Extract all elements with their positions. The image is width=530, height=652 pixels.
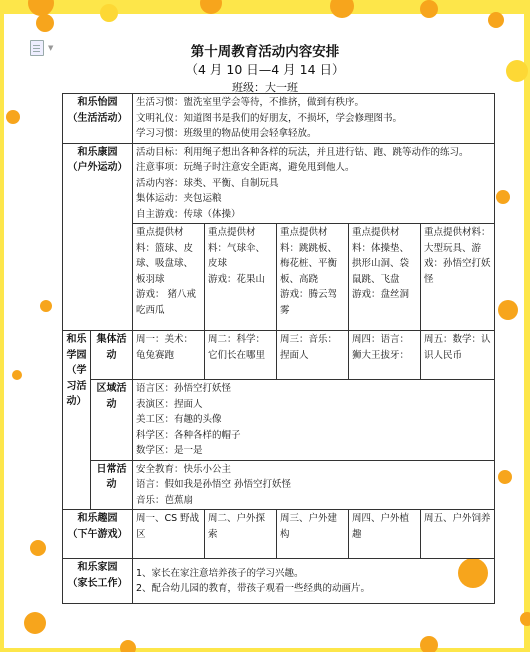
life-line: 文明礼仪：知道图书是我们的好朋友，不损坏，学会修理图书。 bbox=[136, 112, 403, 124]
learning-sub: （学习活动） bbox=[66, 365, 87, 407]
decor-dot bbox=[40, 300, 52, 312]
outdoor-sub: （户外运动） bbox=[67, 162, 128, 173]
row-outdoor bbox=[63, 143, 495, 224]
outdoor-content bbox=[133, 143, 495, 224]
outdoor-line: 活动内容：球类、平衡、自制玩具 bbox=[136, 177, 279, 189]
outdoor-day-materials: 重点提供材料：体操垫、拱形山洞、袋鼠跳、飞盘 bbox=[352, 227, 410, 285]
home-line: 2、配合幼儿园的教育，带孩子观看一些经典的动画片。 bbox=[136, 583, 371, 594]
frame-left-border bbox=[0, 0, 4, 652]
decor-dot bbox=[12, 370, 22, 380]
outdoor-day-game: 游戏：盘丝洞 bbox=[352, 289, 410, 300]
group-day-1: 周一：美术：龟兔赛跑 bbox=[133, 331, 205, 380]
decor-dot bbox=[488, 12, 504, 28]
row-learning-daily bbox=[63, 460, 495, 510]
decor-dot bbox=[498, 300, 518, 320]
decor-dot bbox=[36, 14, 54, 32]
daily-line: 语言：假如我是孙悟空 孙悟空打妖怪 bbox=[136, 479, 292, 490]
area-line: 数学区：是一是 bbox=[136, 445, 203, 456]
home-sub: （家长工作） bbox=[67, 577, 128, 589]
outdoor-line: 注意事项：玩绳子时注意安全距离，避免甩到他人。 bbox=[136, 162, 355, 173]
row-fun bbox=[63, 510, 495, 559]
learning-label: 和乐学园 bbox=[66, 334, 87, 361]
decor-dot bbox=[520, 612, 530, 626]
area-line: 语言区：孙悟空打妖怪 bbox=[136, 383, 232, 394]
fun-day-1: 周一、CS 野战区 bbox=[133, 510, 205, 559]
class-label: 班级：大一班 bbox=[232, 81, 298, 94]
outdoor-day-game: 游戏：腾云驾雾 bbox=[280, 289, 338, 316]
row-life bbox=[63, 94, 495, 144]
fun-day-2: 周二、户外探索 bbox=[205, 510, 277, 559]
decor-dot bbox=[100, 4, 118, 22]
daily-content bbox=[133, 460, 495, 510]
row-learning-area bbox=[63, 380, 495, 461]
decor-dot bbox=[120, 640, 136, 652]
outdoor-line: 活动目标：利用绳子想出各种各样的玩法，并且进行钻、跑、跳等动作的练习。 bbox=[136, 146, 469, 158]
home-line: 1、家长在家注意培养孩子的学习兴趣。 bbox=[136, 567, 304, 579]
daily-line: 安全教育：快乐小公主 bbox=[136, 463, 232, 475]
chevron-down-icon[interactable]: ▼ bbox=[48, 44, 54, 52]
decor-dot bbox=[330, 0, 354, 18]
decor-dot bbox=[6, 110, 20, 124]
fun-day-5: 周五、户外饲养 bbox=[421, 510, 495, 559]
outdoor-line: 自主游戏：传球（体操） bbox=[136, 208, 241, 220]
date-range: （4 月 10 日—4 月 14 日） bbox=[185, 62, 345, 77]
decor-dot bbox=[30, 540, 46, 556]
outdoor-day-game: 游戏： 猪八戒吃西瓜 bbox=[136, 289, 197, 316]
home-label: 和乐家园 bbox=[77, 562, 118, 573]
life-line: 生活习惯：盥洗室里学会等待，不推挤，做到有秩序。 bbox=[136, 97, 365, 108]
schedule-table bbox=[62, 93, 495, 604]
row-home bbox=[63, 559, 495, 604]
area-line: 美工区：有趣的头像 bbox=[136, 414, 222, 425]
decor-dot bbox=[420, 636, 438, 652]
frame-top-border bbox=[0, 0, 530, 14]
life-content bbox=[133, 94, 495, 144]
outdoor-day-materials: 重点提供材料：气球伞、皮球 bbox=[208, 227, 266, 269]
outdoor-header bbox=[63, 143, 133, 331]
fun-label: 和乐趣园 bbox=[77, 513, 118, 524]
outdoor-day-1 bbox=[133, 224, 205, 331]
outdoor-label: 和乐康园 bbox=[77, 146, 118, 158]
outdoor-day-materials: 重点提供材料：跳跳板、梅花桩、平衡板、高跷 bbox=[280, 227, 338, 285]
area-activity-header: 区域活动 bbox=[91, 380, 133, 461]
area-line: 科学区：各种各样的帽子 bbox=[136, 429, 241, 441]
outdoor-line: 集体运动：夹包运粮 bbox=[136, 193, 222, 204]
outdoor-day-materials: 重点提供材料：篮球、皮球、吸盘球、板羽球 bbox=[136, 227, 194, 285]
outdoor-day-game: 游戏：花果山 bbox=[208, 273, 266, 285]
area-content bbox=[133, 380, 495, 461]
decor-dot bbox=[24, 612, 46, 634]
frame-bottom-border bbox=[0, 648, 530, 652]
daily-line: 音乐：芭蕉扇 bbox=[136, 494, 194, 506]
fun-day-3: 周三、户外建构 bbox=[277, 510, 349, 559]
fun-day-4: 周四、户外植趣 bbox=[349, 510, 421, 559]
fun-sub: （下午游戏） bbox=[67, 528, 128, 540]
outdoor-day-2 bbox=[205, 224, 277, 331]
outdoor-day-3 bbox=[277, 224, 349, 331]
page-title: 第十周教育活动内容安排 bbox=[190, 44, 340, 60]
group-day-3: 周三：音乐：捏面人 bbox=[277, 331, 349, 380]
group-activity-header: 集体活动 bbox=[91, 331, 133, 380]
fun-header bbox=[63, 510, 133, 559]
home-header bbox=[63, 559, 133, 604]
group-day-4: 周四：语言：狮大王拔牙： bbox=[349, 331, 421, 380]
life-label: 和乐怡园 bbox=[77, 97, 118, 108]
decor-dot bbox=[496, 190, 510, 204]
home-content bbox=[133, 559, 495, 604]
decor-dot bbox=[498, 470, 512, 484]
outdoor-day-materials: 重点提供材料：大型玩具、游戏：孙悟空打妖怪 bbox=[424, 227, 491, 285]
daily-activity-header: 日常活动 bbox=[91, 460, 133, 510]
outdoor-day-5 bbox=[421, 224, 495, 331]
life-line: 学习习惯：班级里的物品使用会轻拿轻放。 bbox=[136, 128, 317, 139]
area-line: 表演区：捏面人 bbox=[136, 398, 203, 410]
row-learning-group bbox=[63, 331, 495, 380]
decor-dot bbox=[420, 0, 438, 18]
learning-header bbox=[63, 331, 91, 510]
group-day-2: 周二：科学：它们长在哪里 bbox=[205, 331, 277, 380]
outdoor-day-4 bbox=[349, 224, 421, 331]
life-header bbox=[63, 94, 133, 144]
frame-right-border bbox=[524, 0, 530, 652]
life-sub: （生活活动） bbox=[67, 112, 128, 124]
group-day-5: 周五：数学：认识人民币 bbox=[421, 331, 495, 380]
